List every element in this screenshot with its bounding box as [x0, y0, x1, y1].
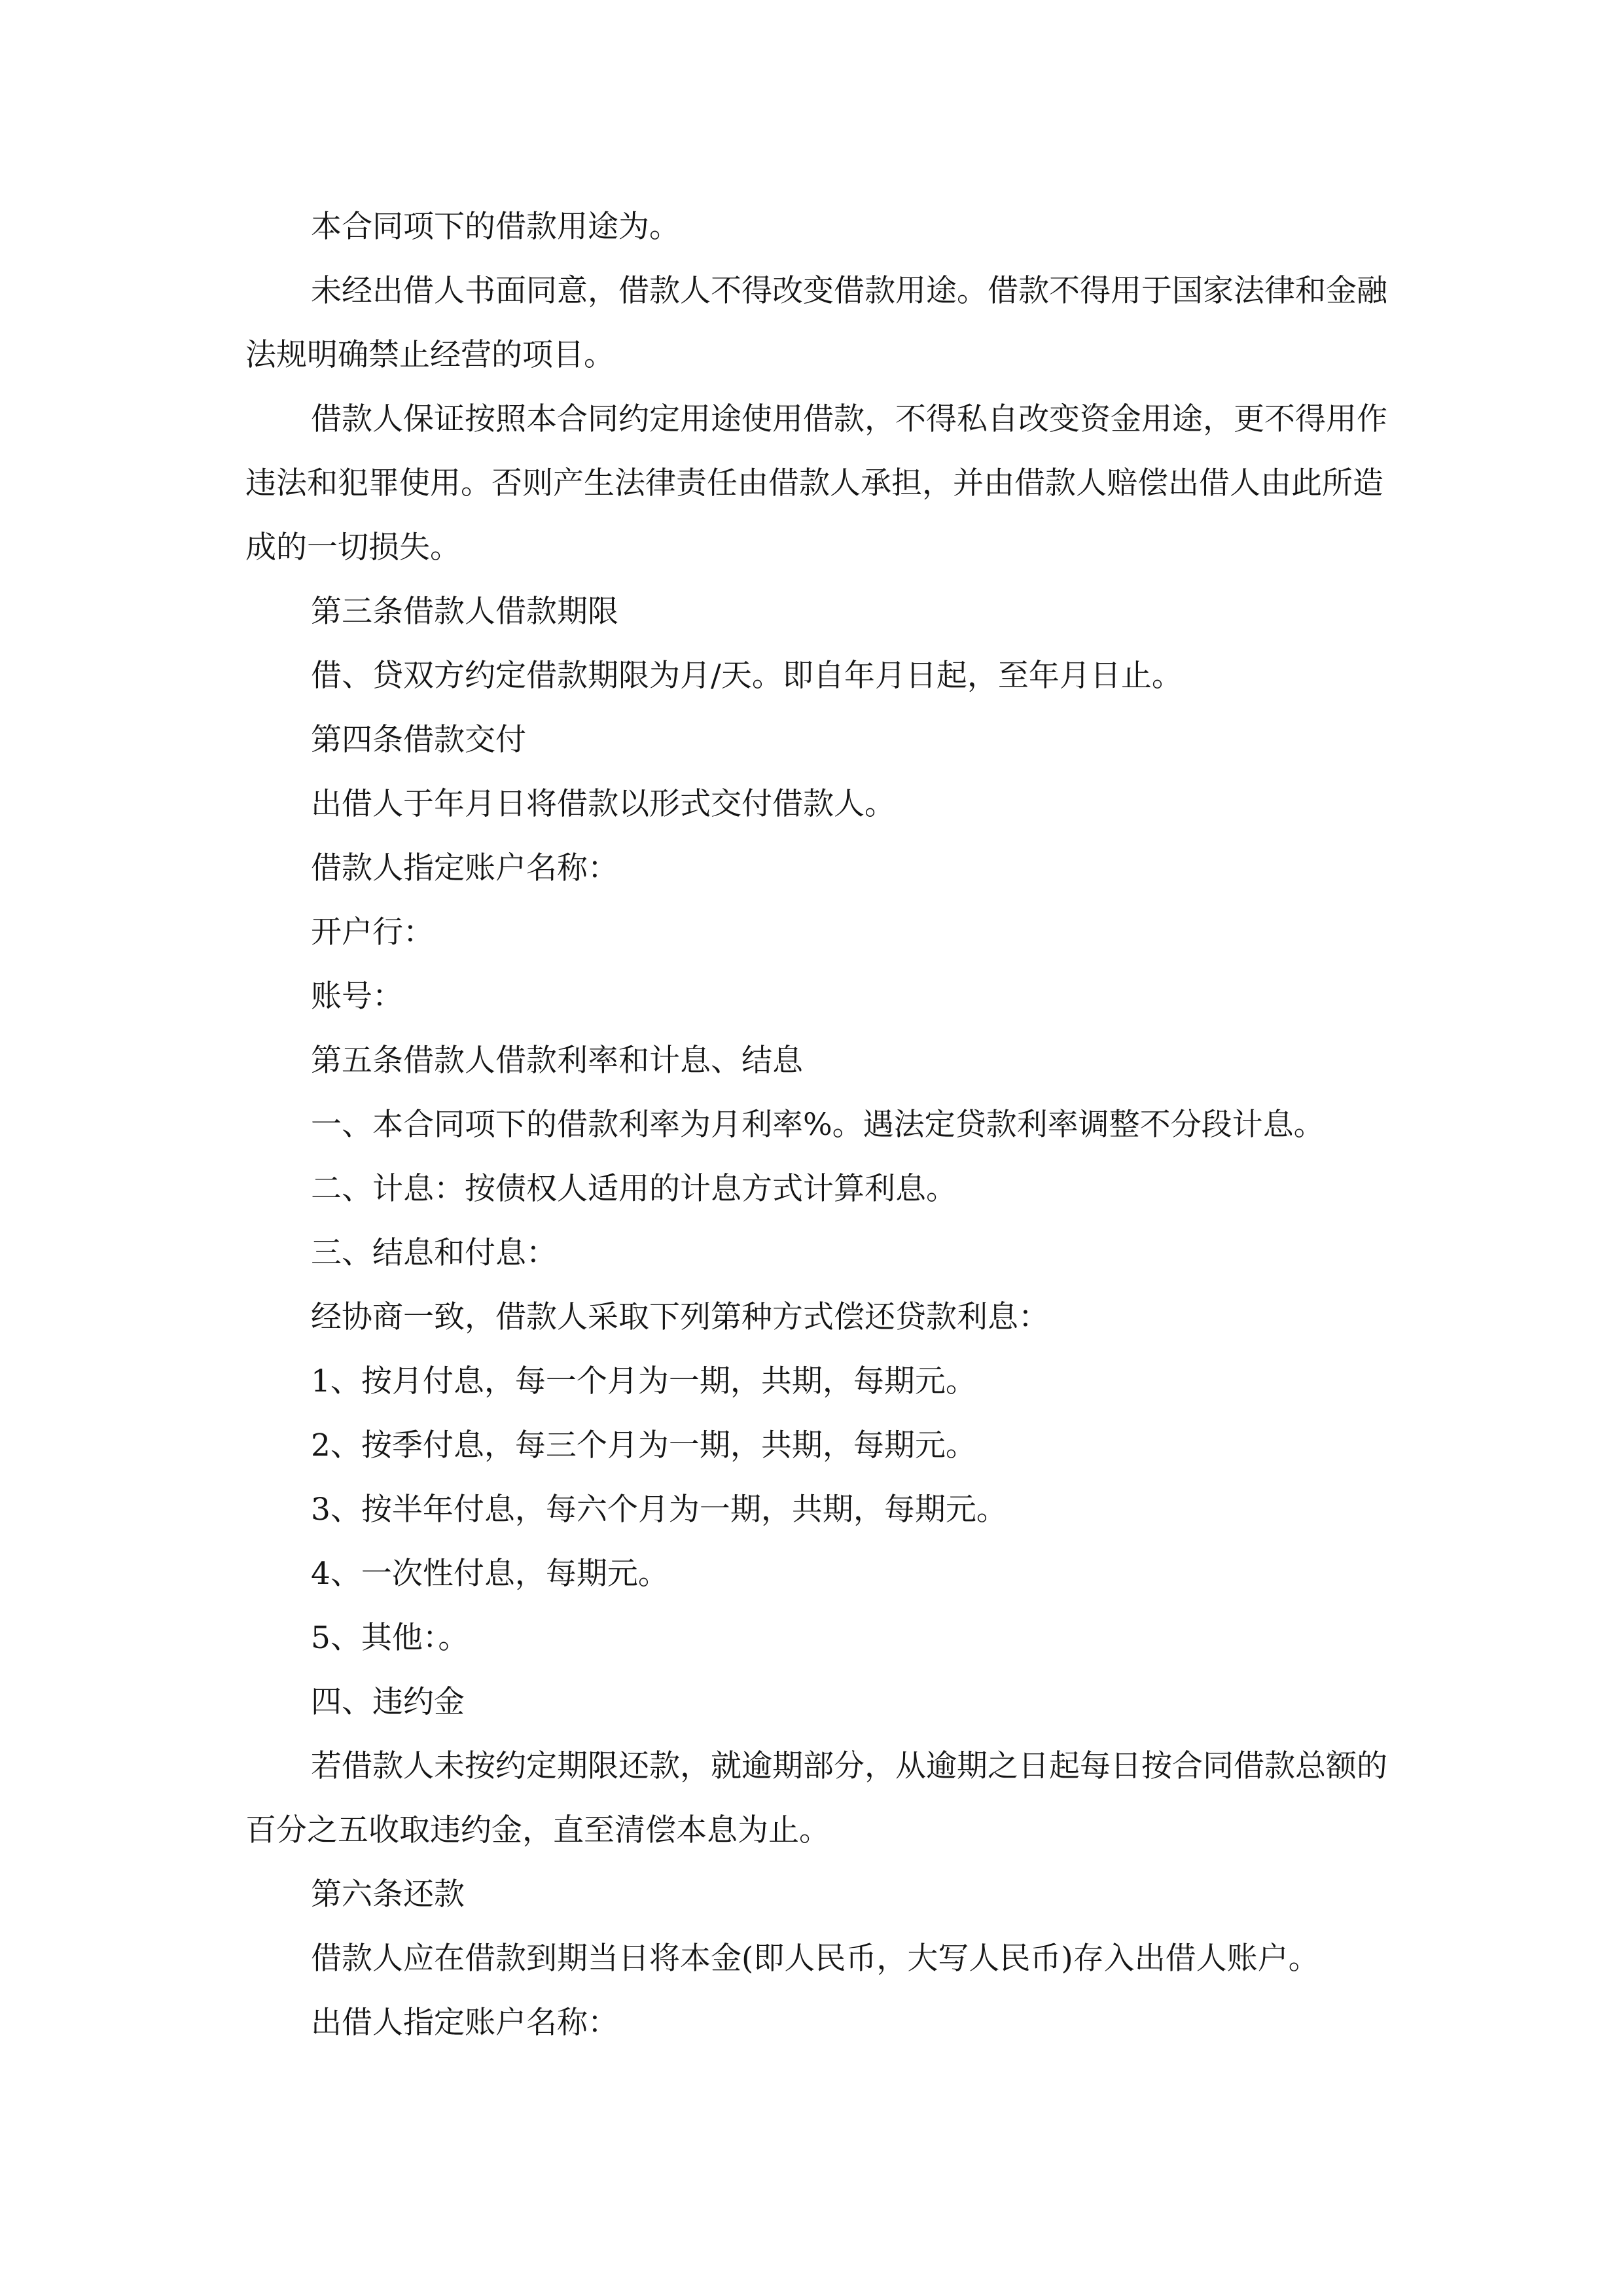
paragraph-loan-term: 借、贷双方约定借款期限为月/天。即自年月日起，至年月日止。: [311, 658, 1183, 694]
document-body: [245, 195, 1391, 2055]
paragraph-interest-calculation: 二、计息：按债权人适用的计息方式计算利息。: [311, 1171, 957, 1207]
list-item-one-time: 4、一次性付息，每期元。: [311, 1556, 669, 1592]
field-borrower-account-name: 借款人指定账户名称：: [311, 850, 618, 886]
list-item-monthly: 1、按月付息，每一个月为一期，共期，每期元。: [311, 1363, 976, 1399]
paragraph-interest-settlement: 三、结息和付息：: [311, 1235, 557, 1271]
heading-article-3: 第三条借款人借款期限: [311, 594, 618, 630]
paragraph-purpose-restriction: 未经出借人书面同意，借款人不得改变借款用途。借款不得用于国家法律和金融法规明确禁止经营的项目。: [245, 273, 1387, 373]
paragraph-loan-purpose: 本合同项下的借款用途为。: [311, 209, 680, 245]
field-account-number: 账号：: [311, 978, 403, 1014]
heading-penalty: 四、违约金: [311, 1684, 465, 1720]
list-item-semiannual: 3、按半年付息，每六个月为一期，共期，每期元。: [311, 1492, 1007, 1528]
heading-article-5: 第五条借款人借款利率和计息、结息: [311, 1043, 803, 1079]
paragraph-penalty: 若借款人未按约定期限还款，就逾期部分，从逾期之日起每日按合同借款总额的百分之五收取违约金，直至清偿本息为止。: [245, 1748, 1387, 1848]
paragraph-repayment-method: 经协商一致，借款人采取下列第种方式偿还贷款利息：: [311, 1299, 1049, 1335]
list-item-quarterly: 2、按季付息，每三个月为一期，共期，每期元。: [311, 1427, 976, 1463]
field-lender-account-name: 出借人指定账户名称：: [311, 2005, 618, 2041]
paragraph-repayment: 借款人应在借款到期当日将本金(即人民币，大写人民币)存入出借人账户。: [311, 1941, 1319, 1977]
field-bank: 开户行：: [311, 914, 434, 950]
list-item-other: 5、其他：。: [311, 1620, 469, 1656]
paragraph-borrower-guarantee: 借款人保证按照本合同约定用途使用借款，不得私自改变资金用途，更不得用作违法和犯罪使用。否则产生法律责任由借款人承担，并由借款人赔偿出借人由此所造成的一切损失。: [245, 401, 1387, 565]
heading-article-6: 第六条还款: [311, 1876, 465, 1912]
heading-article-4: 第四条借款交付: [311, 722, 526, 758]
paragraph-interest-rate: 一、本合同项下的借款利率为月利率%。遇法定贷款利率调整不分段计息。: [311, 1107, 1325, 1143]
paragraph-loan-delivery: 出借人于年月日将借款以形式交付借款人。: [311, 786, 895, 822]
